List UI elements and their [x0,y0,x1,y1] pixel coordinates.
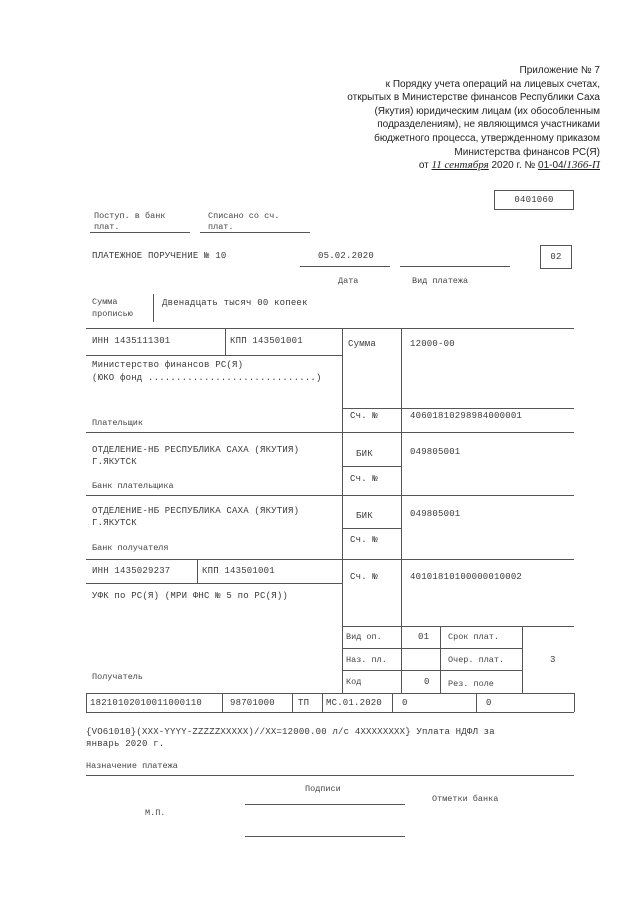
appendix-header [280,64,600,173]
amount-words-value: Двенадцать тысяч 00 копеек [162,298,308,308]
grid-line [342,408,574,409]
payer-bank-bik: 049805001 [410,447,461,457]
grid-line [574,693,575,712]
bank-marks-caption: Отметки банка [432,794,499,804]
grid-line [440,626,441,693]
header-line: (Якутия) юридическим лицам (их обособленным [374,105,600,117]
pay-type-underline [400,266,510,267]
payer-bank-bik-label: БИК [356,449,373,459]
document-title: ПЛАТЕЖНОЕ ПОРУЧЕНИЕ № 10 [92,251,227,261]
payer-bank-account-label: Сч. № [350,474,379,484]
signature-line-2 [245,836,405,837]
payer-name-cont: (ЮКО фонд ..............................) [92,373,322,383]
tax-period: МС.01.2020 [326,698,383,708]
payer-bank-city: Г.ЯКУТСК [92,457,137,467]
grid-line [86,495,574,496]
payment-purpose-line2: январь 2020 г. [86,739,165,749]
form-code: 0401060 [494,190,574,210]
grid-line [86,559,574,560]
payee-bank-city: Г.ЯКУТСК [92,518,137,528]
operation-type-value: 01 [418,632,430,642]
payment-priority-value: 3 [550,655,556,665]
grid-line [86,355,342,356]
header-line: подразделениям), не являющимся участниками [377,119,600,131]
payer-bank-caption: Банк плательщика [92,481,174,491]
header-line: открытых в Министерстве финансов Республики Саха [347,92,600,104]
operation-type-label: Вид оп. [346,632,382,642]
payee-account: 40101810100000010002 [410,572,523,582]
order-prefix: 01-04/ [538,160,567,172]
grid-line [86,693,574,694]
payee-bank-bik-label: БИК [356,511,373,521]
payment-term-label: Срок плат. [448,632,500,642]
code-value: 0 [424,677,430,687]
payment-purpose-line1: {VO61010}(XXX-YYYY-ZZZZZXXXXX)//XX=12000.00 л/с 4XXXXXXXX} Уплата НДФЛ за [86,727,495,737]
status-code: 02 [540,245,572,269]
grid-line [225,328,226,355]
received-date-label: Поступ. в банк плат. [94,211,166,232]
grid-line [86,712,574,713]
document-date-field: 0 [486,698,492,708]
grid-line [401,408,402,693]
payment-purpose-caption: Назначение платежа [86,761,178,771]
code-label: Код [346,677,362,687]
grid-line [86,432,574,433]
header-line: к Порядку учета операций на лицевых счетах, [385,78,600,90]
received-line [90,232,190,233]
grid-line [342,328,343,693]
pay-type-caption: Вид платежа [412,276,469,286]
grid-line [476,693,477,712]
debited-date-label: Списано со сч. плат. [208,211,280,232]
amount-words-label: Сумма прописью [92,297,133,319]
payer-name: Министерство финансов РС(Я) [92,360,244,370]
payee-bank-account-label: Сч. № [350,535,379,545]
payee-kpp: КПП 143501001 [202,566,275,576]
kbk-code: 18210102010011000110 [90,698,203,708]
amount-words-divider [153,294,154,322]
order-date-line [280,159,600,173]
document-number-field: 0 [402,698,408,708]
grid-line [197,559,198,583]
purpose-bottom-line [86,775,574,776]
grid-line [392,693,393,712]
payer-inn: ИНН 1435111301 [92,336,171,346]
header-line: Приложение № 7 [519,65,600,76]
payee-bank-name: ОТДЕЛЕНИЕ-НБ РЕСПУБЛИКА САХА (ЯКУТИЯ) [92,506,300,516]
grid-line [342,528,401,529]
grid-line [222,693,223,712]
payee-bank-bik: 049805001 [410,509,461,519]
handwritten-order-number: 1366-П [566,159,600,172]
signatures-caption: Подписи [305,784,341,794]
header-line: бюджетного процесса, утвержденному приказом [374,132,600,144]
grid-line [342,670,522,671]
document-date: 05.02.2020 [318,251,375,261]
payee-bank-caption: Банк получателя [92,543,169,553]
oktmo-code: 98701000 [230,698,275,708]
payer-kpp: КПП 143501001 [230,336,303,346]
grid-line [342,626,574,627]
reserved-field-label: Рез. поле [448,679,494,689]
date-year: 2020 г. № [491,160,536,172]
grid-line [342,466,401,467]
debited-line [200,232,310,233]
payee-inn: ИНН 1435029237 [92,566,171,576]
grid-line [322,693,323,712]
payer-caption: Плательщик [92,418,144,428]
signature-line-1 [245,804,405,805]
grid-line [401,328,402,408]
payment-basis: ТП [298,698,310,708]
date-caption: Дата [338,276,359,286]
seal-place: М.П. [145,808,166,818]
payer-bank-name: ОТДЕЛЕНИЕ-НБ РЕСПУБЛИКА САХА (ЯКУТИЯ) [92,445,300,455]
date-underline [300,266,390,267]
sum-label: Сумма [348,339,377,349]
payment-purpose-code-label: Наз. пл. [346,655,387,665]
payer-account: 40601810298984000001 [410,411,523,421]
grid-line [292,693,293,712]
payee-name: УФК по РС(Я) (МРИ ФНС № 5 по РС(Я)) [92,591,289,601]
sum-value: 12000-00 [410,339,455,349]
grid-line [522,626,523,693]
header-line: Министерства финансов РС(Я) [454,146,600,158]
payee-caption: Получатель [92,672,144,682]
payer-account-label: Сч. № [350,411,379,421]
grid-line [86,328,574,329]
date-prefix: от [418,160,429,172]
grid-line [342,648,522,649]
payment-priority-label: Очер. плат. [448,655,505,665]
grid-line [86,583,342,584]
payee-account-label: Сч. № [350,572,379,582]
grid-line [86,693,87,712]
handwritten-date: 11 сентября [431,159,489,172]
